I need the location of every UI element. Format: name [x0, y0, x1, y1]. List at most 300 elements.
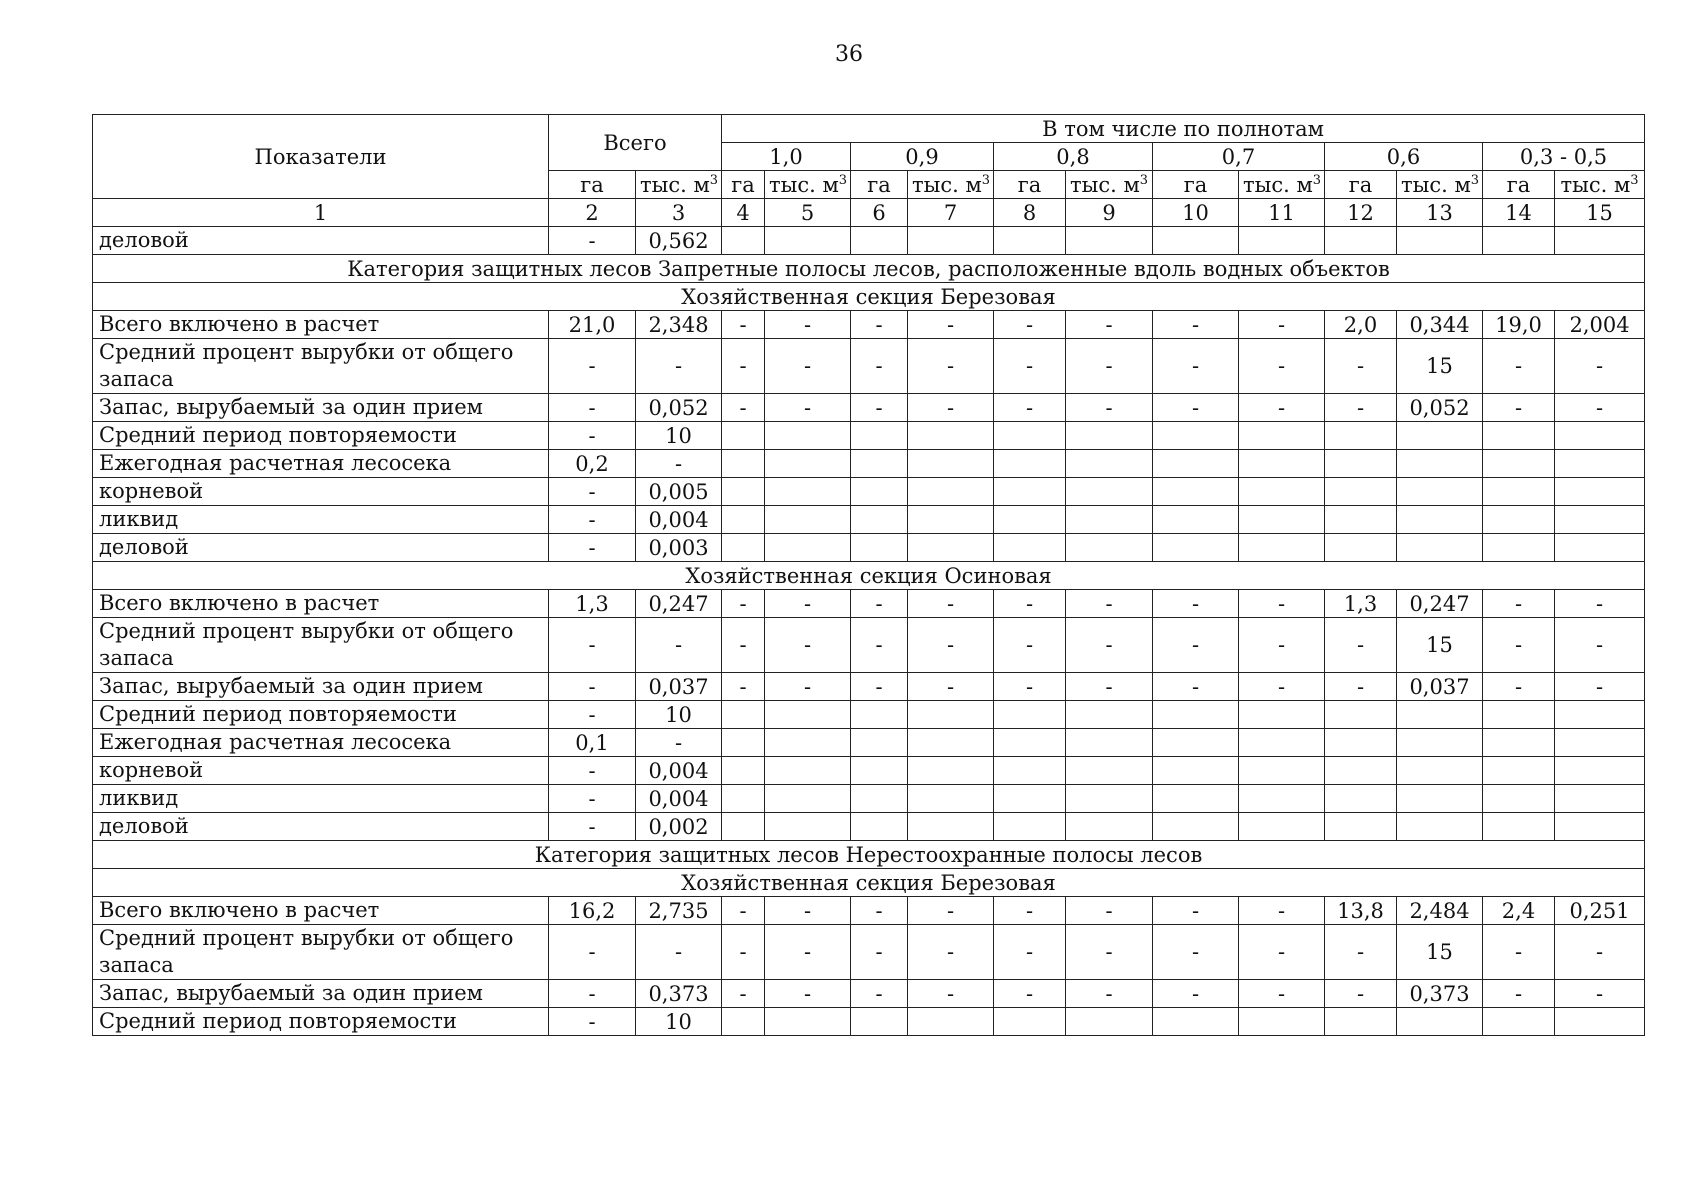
- table-cell: -: [851, 925, 908, 980]
- table-cell: -: [549, 673, 636, 701]
- table-cell: 0,2: [549, 450, 636, 478]
- table-cell: [1483, 701, 1555, 729]
- table-cell: [908, 729, 994, 757]
- table-cell: -: [1325, 673, 1397, 701]
- table-cell: -: [1325, 618, 1397, 673]
- table-cell: [1325, 227, 1397, 255]
- unit-volume-text: тыс. м: [1070, 172, 1140, 197]
- table-cell: [908, 785, 994, 813]
- table-cell: 10: [636, 422, 722, 450]
- table-row: [93, 506, 1645, 534]
- table-cell: [1066, 813, 1153, 841]
- table-cell: -: [549, 785, 636, 813]
- table-cell: 0,344: [1397, 311, 1483, 339]
- table-row: [93, 673, 1645, 701]
- unit-volume-exponent: 3: [709, 172, 719, 188]
- table-cell: [1397, 534, 1483, 562]
- table-cell: -: [1066, 897, 1153, 925]
- table-row: [93, 813, 1645, 841]
- table-cell: -: [1483, 394, 1555, 422]
- table-cell: [851, 478, 908, 506]
- table-cell: [994, 813, 1066, 841]
- table-cell: -: [1153, 980, 1239, 1008]
- table-cell: 0,037: [1397, 673, 1483, 701]
- table-cell: -: [908, 339, 994, 394]
- table-cell: 0,052: [636, 394, 722, 422]
- table-cell: -: [851, 394, 908, 422]
- table-cell: [994, 227, 1066, 255]
- unit-volume-exponent: 3: [838, 172, 848, 188]
- unit-ha: га: [1153, 171, 1239, 199]
- table-cell: -: [722, 980, 765, 1008]
- table-row: [93, 1008, 1645, 1036]
- table-cell: 2,348: [636, 311, 722, 339]
- row-label: Средний период повторяемости: [93, 1008, 549, 1036]
- column-number: 7: [908, 199, 994, 227]
- table-cell: [1555, 506, 1645, 534]
- table-cell: [1239, 785, 1325, 813]
- unit-ha: га: [722, 171, 765, 199]
- table-cell: -: [908, 590, 994, 618]
- table-cell: [851, 813, 908, 841]
- section-title: Хозяйственная секция Березовая: [93, 869, 1645, 897]
- table-cell: [1397, 450, 1483, 478]
- table-cell: -: [636, 618, 722, 673]
- table-cell: -: [994, 394, 1066, 422]
- table-row: [93, 618, 1645, 673]
- table-cell: [851, 785, 908, 813]
- table-cell: -: [1325, 394, 1397, 422]
- table-cell: [1153, 227, 1239, 255]
- header-density: 0,6: [1325, 143, 1483, 171]
- table-cell: [765, 813, 851, 841]
- table-cell: [1066, 450, 1153, 478]
- table-row: [93, 394, 1645, 422]
- column-number: 8: [994, 199, 1066, 227]
- column-number: 15: [1555, 199, 1645, 227]
- table-cell: [1153, 534, 1239, 562]
- table-cell: 0,002: [636, 813, 722, 841]
- table-cell: [1555, 701, 1645, 729]
- table-cell: [1066, 701, 1153, 729]
- table-cell: [722, 478, 765, 506]
- section-row: [93, 255, 1645, 283]
- table-cell: -: [722, 311, 765, 339]
- table-cell: [908, 478, 994, 506]
- table-cell: -: [851, 897, 908, 925]
- table-cell: [1153, 729, 1239, 757]
- table-cell: -: [722, 925, 765, 980]
- table-cell: -: [994, 311, 1066, 339]
- table-cell: [1239, 1008, 1325, 1036]
- table-cell: [1397, 729, 1483, 757]
- table-cell: [1325, 757, 1397, 785]
- table-cell: -: [722, 618, 765, 673]
- table-cell: -: [1483, 980, 1555, 1008]
- column-number: 14: [1483, 199, 1555, 227]
- table-cell: -: [1153, 339, 1239, 394]
- column-number-row: [93, 199, 1645, 227]
- table-cell: -: [1066, 980, 1153, 1008]
- row-label: ликвид: [93, 785, 549, 813]
- table-cell: [722, 729, 765, 757]
- table-cell: [722, 450, 765, 478]
- table-cell: -: [908, 311, 994, 339]
- column-number: 13: [1397, 199, 1483, 227]
- table-cell: -: [1239, 980, 1325, 1008]
- table-cell: [1325, 701, 1397, 729]
- table-cell: [851, 506, 908, 534]
- table-cell: [908, 1008, 994, 1036]
- section-row: [93, 562, 1645, 590]
- table-cell: 21,0: [549, 311, 636, 339]
- table-cell: [994, 450, 1066, 478]
- table-cell: -: [549, 757, 636, 785]
- column-number: 10: [1153, 199, 1239, 227]
- table-body: [93, 227, 1645, 1036]
- table-cell: [1483, 729, 1555, 757]
- table-cell: -: [1066, 311, 1153, 339]
- table-cell: [1483, 1008, 1555, 1036]
- table-cell: [1483, 785, 1555, 813]
- table-cell: [722, 506, 765, 534]
- table-cell: -: [1483, 618, 1555, 673]
- unit-volume-text: тыс. м: [912, 172, 982, 197]
- table-cell: [1153, 450, 1239, 478]
- table-row: [93, 785, 1645, 813]
- section-title: Категория защитных лесов Нерестоохранные полосы лесов: [93, 841, 1645, 869]
- table-cell: [908, 506, 994, 534]
- table-cell: [1153, 757, 1239, 785]
- table-cell: -: [1555, 618, 1645, 673]
- table-row: [93, 980, 1645, 1008]
- unit-ha: га: [1325, 171, 1397, 199]
- unit-volume: [1555, 171, 1645, 199]
- table-cell: -: [1483, 590, 1555, 618]
- table-cell: [765, 227, 851, 255]
- table-cell: [1555, 227, 1645, 255]
- row-label: ликвид: [93, 506, 549, 534]
- table-cell: -: [636, 925, 722, 980]
- table-cell: [1397, 227, 1483, 255]
- table-row: [93, 925, 1645, 980]
- table-cell: -: [851, 618, 908, 673]
- table-cell: -: [1555, 925, 1645, 980]
- table-cell: [765, 422, 851, 450]
- table-cell: [1239, 478, 1325, 506]
- table-cell: -: [636, 339, 722, 394]
- table-cell: [722, 757, 765, 785]
- table-cell: -: [851, 339, 908, 394]
- table-row: [93, 311, 1645, 339]
- table-cell: -: [908, 980, 994, 1008]
- table-cell: [1066, 478, 1153, 506]
- row-label: корневой: [93, 478, 549, 506]
- section-row: [93, 869, 1645, 897]
- table-header: [93, 115, 1645, 227]
- table-cell: -: [851, 980, 908, 1008]
- table-cell: -: [994, 980, 1066, 1008]
- table-cell: [722, 813, 765, 841]
- table-cell: -: [549, 980, 636, 1008]
- table-cell: -: [722, 339, 765, 394]
- table-cell: [908, 450, 994, 478]
- table-cell: [1153, 701, 1239, 729]
- table-cell: -: [1239, 618, 1325, 673]
- header-density: 0,8: [994, 143, 1153, 171]
- table-cell: -: [1066, 925, 1153, 980]
- table-cell: [1066, 729, 1153, 757]
- table-cell: [1555, 422, 1645, 450]
- table-cell: 2,484: [1397, 897, 1483, 925]
- table-cell: [1555, 450, 1645, 478]
- table-cell: 19,0: [1483, 311, 1555, 339]
- table-cell: [908, 227, 994, 255]
- table-cell: [1555, 729, 1645, 757]
- table-cell: -: [908, 618, 994, 673]
- table-cell: [1325, 422, 1397, 450]
- table-cell: -: [765, 673, 851, 701]
- unit-volume: [1397, 171, 1483, 199]
- table-cell: -: [1239, 897, 1325, 925]
- table-cell: [1153, 506, 1239, 534]
- table-row: [93, 757, 1645, 785]
- section-title: Категория защитных лесов Запретные полосы лесов, расположенные вдоль водных объектов: [93, 255, 1645, 283]
- unit-volume-text: тыс. м: [640, 172, 710, 197]
- table-cell: [851, 422, 908, 450]
- row-label: Запас, вырубаемый за один прием: [93, 673, 549, 701]
- table-cell: -: [1066, 339, 1153, 394]
- table-cell: [1239, 757, 1325, 785]
- table-cell: -: [1483, 339, 1555, 394]
- row-label: Ежегодная расчетная лесосека: [93, 729, 549, 757]
- table-cell: [765, 757, 851, 785]
- table-cell: -: [1239, 339, 1325, 394]
- table-cell: -: [908, 925, 994, 980]
- table-cell: -: [636, 729, 722, 757]
- table-cell: [1153, 813, 1239, 841]
- table-cell: [1483, 506, 1555, 534]
- table-cell: -: [765, 925, 851, 980]
- table-cell: [1397, 701, 1483, 729]
- table-cell: [1239, 506, 1325, 534]
- table-cell: [994, 729, 1066, 757]
- table-cell: [1397, 813, 1483, 841]
- table-cell: 0,562: [636, 227, 722, 255]
- unit-volume: [765, 171, 851, 199]
- table-cell: [1483, 478, 1555, 506]
- table-cell: [765, 785, 851, 813]
- table-cell: [1397, 478, 1483, 506]
- table-cell: 0,004: [636, 757, 722, 785]
- table-cell: -: [1325, 339, 1397, 394]
- table-cell: [851, 701, 908, 729]
- table-cell: -: [549, 227, 636, 255]
- table-cell: [722, 1008, 765, 1036]
- section-row: [93, 841, 1645, 869]
- table-cell: -: [549, 534, 636, 562]
- column-number: 12: [1325, 199, 1397, 227]
- table-cell: -: [1555, 394, 1645, 422]
- table-cell: [1066, 757, 1153, 785]
- header-density: 0,3 - 0,5: [1483, 143, 1645, 171]
- table-cell: -: [1239, 311, 1325, 339]
- unit-volume-text: тыс. м: [1243, 172, 1313, 197]
- table-cell: -: [722, 394, 765, 422]
- table-cell: 2,735: [636, 897, 722, 925]
- row-label: Запас, вырубаемый за один прием: [93, 394, 549, 422]
- table-cell: -: [765, 590, 851, 618]
- row-label: Всего включено в расчет: [93, 311, 549, 339]
- table-cell: -: [765, 394, 851, 422]
- table-cell: [851, 729, 908, 757]
- row-label: Средний процент вырубки от общего запаса: [93, 339, 549, 394]
- header-density: 0,9: [851, 143, 994, 171]
- table-cell: -: [765, 339, 851, 394]
- table-cell: [1555, 757, 1645, 785]
- unit-volume: [636, 171, 722, 199]
- table-cell: [994, 422, 1066, 450]
- table-cell: -: [765, 618, 851, 673]
- table-cell: 0,003: [636, 534, 722, 562]
- table-cell: [1483, 757, 1555, 785]
- table-cell: -: [1239, 673, 1325, 701]
- row-label: корневой: [93, 757, 549, 785]
- table-cell: [765, 478, 851, 506]
- table-cell: -: [1066, 394, 1153, 422]
- table-cell: [908, 422, 994, 450]
- table-cell: -: [549, 339, 636, 394]
- table-cell: [1066, 534, 1153, 562]
- table-cell: -: [549, 618, 636, 673]
- table-cell: -: [549, 813, 636, 841]
- table-cell: [1397, 785, 1483, 813]
- table-cell: [1325, 785, 1397, 813]
- unit-ha: га: [994, 171, 1066, 199]
- column-number: 9: [1066, 199, 1153, 227]
- table-cell: 0,247: [636, 590, 722, 618]
- table-row: [93, 478, 1645, 506]
- table-cell: -: [994, 673, 1066, 701]
- table-cell: 2,4: [1483, 897, 1555, 925]
- table-cell: 0,037: [636, 673, 722, 701]
- table-cell: [765, 534, 851, 562]
- table-row: [93, 701, 1645, 729]
- table-cell: [1325, 813, 1397, 841]
- header-density: 1,0: [722, 143, 851, 171]
- table-cell: -: [1066, 618, 1153, 673]
- table-cell: [1397, 506, 1483, 534]
- table-cell: [908, 813, 994, 841]
- table-cell: -: [994, 339, 1066, 394]
- section-title: Хозяйственная секция Березовая: [93, 283, 1645, 311]
- table-cell: -: [549, 394, 636, 422]
- unit-volume-exponent: 3: [1630, 172, 1639, 188]
- table-cell: 13,8: [1325, 897, 1397, 925]
- column-number: 2: [549, 199, 636, 227]
- table-cell: [1239, 534, 1325, 562]
- table-cell: [722, 701, 765, 729]
- table-cell: 15: [1397, 339, 1483, 394]
- table-cell: 2,0: [1325, 311, 1397, 339]
- table-cell: [851, 1008, 908, 1036]
- table-cell: -: [1239, 925, 1325, 980]
- table-cell: [722, 227, 765, 255]
- table-cell: 0,373: [636, 980, 722, 1008]
- table-cell: [1239, 227, 1325, 255]
- table-cell: [1066, 1008, 1153, 1036]
- table-cell: 0,373: [1397, 980, 1483, 1008]
- table-cell: -: [994, 618, 1066, 673]
- table-cell: [1325, 534, 1397, 562]
- header-indicators: Показатели: [93, 115, 549, 199]
- table-cell: -: [722, 897, 765, 925]
- header-density: 0,7: [1153, 143, 1325, 171]
- table-cell: [765, 1008, 851, 1036]
- table-cell: [1483, 450, 1555, 478]
- table-cell: [851, 227, 908, 255]
- row-label: деловой: [93, 227, 549, 255]
- table-cell: -: [549, 1008, 636, 1036]
- table-cell: -: [1153, 673, 1239, 701]
- unit-volume: [908, 171, 994, 199]
- table-cell: -: [1325, 925, 1397, 980]
- table-cell: [1555, 785, 1645, 813]
- row-label: Ежегодная расчетная лесосека: [93, 450, 549, 478]
- table-row: [93, 422, 1645, 450]
- felling-table: [92, 114, 1645, 1036]
- table-cell: -: [1153, 897, 1239, 925]
- table-cell: 0,251: [1555, 897, 1645, 925]
- row-label: деловой: [93, 534, 549, 562]
- table-cell: [1153, 1008, 1239, 1036]
- table-cell: [1483, 534, 1555, 562]
- table-cell: 16,2: [549, 897, 636, 925]
- column-number: 5: [765, 199, 851, 227]
- table-cell: 0,004: [636, 506, 722, 534]
- table-row: [93, 450, 1645, 478]
- table-cell: [1239, 729, 1325, 757]
- table-cell: [1066, 422, 1153, 450]
- table-cell: -: [1555, 590, 1645, 618]
- table-cell: -: [851, 590, 908, 618]
- table-cell: 0,052: [1397, 394, 1483, 422]
- table-cell: -: [1239, 590, 1325, 618]
- table-cell: -: [1483, 925, 1555, 980]
- table-cell: [1066, 785, 1153, 813]
- table-cell: [1325, 450, 1397, 478]
- table-cell: -: [549, 422, 636, 450]
- table-cell: [765, 506, 851, 534]
- column-number: 11: [1239, 199, 1325, 227]
- table-cell: [908, 757, 994, 785]
- table-cell: -: [765, 980, 851, 1008]
- header-total: Всего: [549, 115, 722, 171]
- column-number: 1: [93, 199, 549, 227]
- unit-volume: [1066, 171, 1153, 199]
- row-label: Всего включено в расчет: [93, 897, 549, 925]
- table-cell: [994, 1008, 1066, 1036]
- table-cell: -: [549, 478, 636, 506]
- header-by-density: В том числе по полнотам: [722, 115, 1645, 143]
- table-cell: [851, 450, 908, 478]
- section-row: [93, 283, 1645, 311]
- table-cell: [722, 785, 765, 813]
- table-cell: [1239, 813, 1325, 841]
- table-cell: -: [1555, 980, 1645, 1008]
- table-cell: -: [851, 673, 908, 701]
- table-cell: -: [908, 673, 994, 701]
